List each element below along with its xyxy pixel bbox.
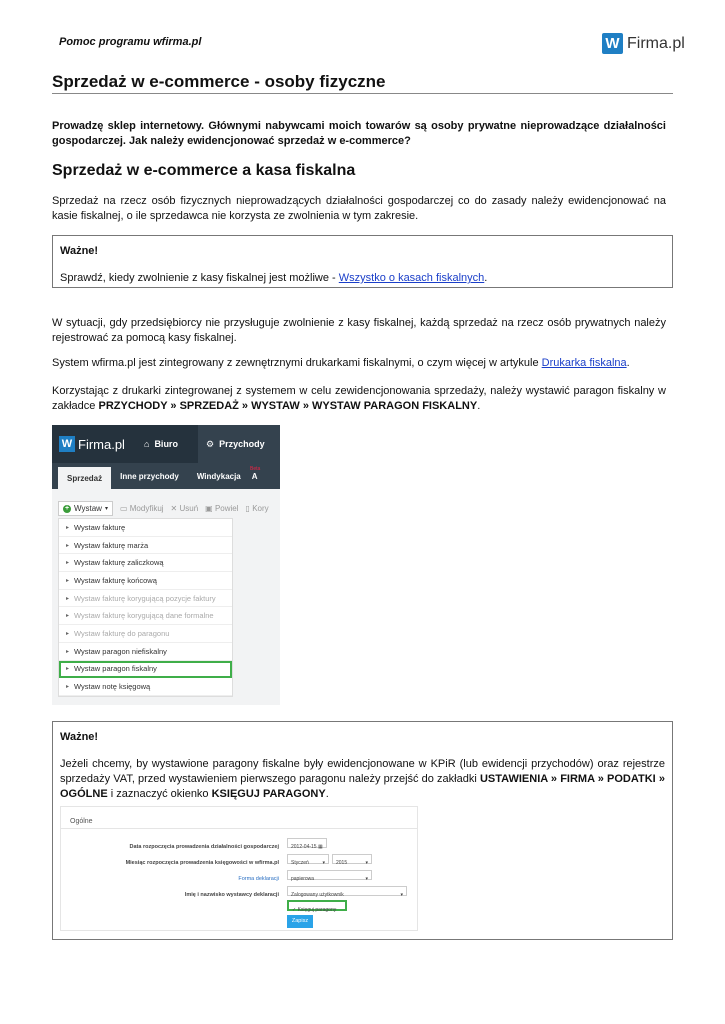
question: Prowadzę sklep internetowy. Głównymi nabywcami moich towarów są osoby prywatne nieprowadzące działalności gospodarczej. Jak należy ewidencjonować sprzedaż w e-commerce? (52, 120, 666, 147)
month-select[interactable] (287, 854, 329, 864)
chevron-right-icon: ▸ (66, 613, 70, 620)
menu-item[interactable] (59, 643, 232, 661)
paragraph-1: Sprzedaż na rzecz osób fizycznych nieprowadzących działalności gospodarczej co do zasady należy ewidencjonować na kasie fiskalnej, o ile sprzedawca nie korzysta ze zwolnienia w tym zakresie. (52, 195, 666, 222)
year-value: 2015 (336, 860, 348, 866)
row-save (61, 915, 418, 927)
chevron-right-icon: ▸ (66, 542, 70, 549)
menu-item-label: Wystaw fakturę korygującą pozycje faktury (74, 593, 216, 603)
box2-text-end: . (325, 788, 329, 800)
chevron-down-icon: ▾ (365, 876, 368, 882)
box2-text-mid: i zaznaczyć okienko (107, 788, 212, 800)
screenshot-wystaw-menu (52, 425, 280, 705)
box-title: Ważne! (60, 245, 99, 257)
menu-item-label: Wystaw fakturę marża (74, 540, 149, 550)
menu-path: PRZYCHODY » SPRZEDAŻ » WYSTAW » WYSTAW PARAGON FISKALNY (98, 400, 478, 412)
wystaw-label: Wystaw (74, 504, 102, 513)
nav-przychody-label: Przychody (219, 439, 265, 449)
checkmark-icon: ✓ (292, 907, 297, 913)
chevron-right-icon: ▸ (66, 577, 70, 584)
chevron-down-icon: ▾ (322, 860, 325, 866)
menu-item-label: Wystaw fakturę końcową (74, 575, 157, 585)
important-box-1 (52, 235, 673, 288)
wfirma-logo (602, 33, 685, 54)
year-select[interactable] (332, 854, 372, 864)
chevron-right-icon: ▸ (66, 648, 70, 655)
close-icon: ✕ (170, 504, 178, 513)
menu-item (59, 625, 232, 643)
toolbar (58, 501, 269, 516)
menu-item[interactable] (59, 554, 232, 572)
chevron-down-icon: ▾ (400, 892, 403, 898)
row-miesiac (61, 853, 418, 865)
forma-select[interactable] (287, 870, 372, 880)
box-title: Ważne! (60, 731, 99, 743)
logo-text: Firma.pl (627, 34, 685, 52)
menu-item[interactable] (59, 572, 232, 590)
chevron-right-icon: ▸ (66, 524, 70, 531)
paragraph-3-end: . (626, 357, 630, 369)
copy-icon: ▣ (205, 504, 213, 513)
row-ksieguj (61, 900, 418, 912)
date-input[interactable] (287, 838, 327, 848)
page-title: Sprzedaż w e-commerce - osoby fizyczne (52, 72, 386, 91)
menu-item[interactable] (59, 519, 232, 537)
row-label: Miesiąc rozpoczęcia prowadzenia księgowości w wfirma.pl (125, 860, 279, 866)
tab-sprzedaz[interactable]: Sprzedaż (58, 467, 111, 489)
screenshot-ogolne-settings (60, 806, 418, 931)
modyfikuj-button[interactable] (120, 504, 164, 513)
box-text-body: Sprawdź, kiedy zwolnienie z kasy fiskalnej jest możliwe - (60, 272, 339, 284)
gear-icon: ⚙ (206, 438, 215, 449)
menu-item-label: Wystaw fakturę do paragonu (74, 628, 170, 638)
koryguj-label: Kory (252, 504, 269, 513)
logo-mark: W (602, 33, 623, 54)
modyfikuj-label: Modyfikuj (129, 504, 164, 513)
menu-item-label: Wystaw fakturę (74, 522, 126, 532)
box-text (60, 271, 665, 286)
home-icon: ⌂ (144, 439, 150, 449)
paragraph-3-text: System wfirma.pl jest zintegrowany z zewnętrznymi drukarkami fiskalnymi, o czym więcej w artykule (52, 357, 542, 369)
powiel-button[interactable] (205, 504, 238, 513)
box2-text-body: Jeżeli chcemy, by wystawione paragony fiskalne były ewidencjonowane w KPiR (lub ewidencji przychodów) oraz rejestrze sprzedaży VAT, przed wystawieniem pierwszego paragonu należy przejść do zakładki (60, 758, 665, 785)
ksieguj-paragony-label: KSIĘGUJ PARAGONY (211, 788, 326, 800)
app-logo-mark: W (59, 436, 75, 452)
forma-value: papierowa (291, 876, 315, 882)
chevron-down-icon: ▾ (365, 860, 368, 866)
chevron-right-icon: ▸ (66, 595, 70, 602)
plus-icon: + (64, 504, 70, 512)
menu-item-label: Wystaw notę księgową (74, 682, 151, 692)
app-logo (59, 436, 125, 452)
paragraph-2: W sytuacji, gdy przedsiębiorcy nie przysługuje zwolnienie z kasy fiskalnej, każdą sprzedaż na rzecz osób prywatnych należy rejestrować za pomocą kasy fiskalnej. (52, 317, 666, 344)
row-label: Data rozpoczęcia prowadzenia działalności gospodarczej (129, 844, 279, 850)
checkbox-label: Księguj paragony (297, 907, 337, 913)
powiel-label: Powiel (214, 504, 239, 513)
row-forma-deklaracji (61, 869, 418, 881)
nav-przychody[interactable] (198, 425, 280, 463)
usun-button[interactable] (171, 504, 199, 513)
tab-windykacja[interactable]: Windykacja (196, 471, 241, 481)
settings-path: USTAWIENIA » FIRMA » PODATKI » OGÓLNE (60, 773, 665, 800)
save-button[interactable]: Zapisz (287, 915, 313, 928)
chevron-right-icon: ▸ (66, 684, 70, 691)
paragraph-4-end: . (477, 400, 481, 412)
menu-item[interactable] (59, 678, 232, 696)
paragraph-4-text: Korzystając z drukarki zintegrowanej z systemem w celu zewidencjonowania sprzedaży, należy wystawić paragon fiskalny w zakładce (52, 385, 666, 412)
calendar-icon: ▦ (317, 844, 323, 850)
row-data-rozpoczecia (61, 837, 418, 849)
document-icon: ▯ (245, 504, 250, 513)
wystaw-button[interactable] (58, 501, 113, 516)
tab-inne-przychody[interactable]: Inne przychody (120, 471, 179, 481)
menu-item (59, 590, 232, 608)
ksieguj-paragony-checkbox[interactable] (287, 900, 347, 911)
menu-item-label: Wystaw paragon fiskalny (74, 664, 157, 674)
month-value: Styczeń (291, 860, 309, 866)
menu-item-label: Wystaw fakturę zaliczkową (74, 558, 164, 568)
box-text (60, 757, 665, 802)
menu-item[interactable] (59, 537, 232, 555)
paragraph-3 (52, 356, 666, 371)
koryguj-button[interactable] (246, 504, 269, 513)
beta-badge: Beta (250, 466, 261, 472)
header-note: Pomoc programu wfirma.pl (59, 36, 202, 48)
row-label: Forma deklaracji (238, 876, 279, 882)
app-topbar (52, 425, 280, 463)
title-divider (52, 93, 673, 94)
tab-more[interactable]: A (251, 471, 258, 481)
wystaw-dropdown (58, 518, 233, 697)
menu-item (59, 607, 232, 625)
chevron-right-icon: ▸ (66, 666, 70, 673)
wystawca-select[interactable] (287, 886, 407, 896)
edit-icon: ▭ (119, 504, 128, 513)
row-wystawca (61, 885, 418, 897)
important-box-2 (52, 721, 673, 940)
menu-item-label: Wystaw fakturę korygującą dane formalne (74, 611, 214, 621)
menu-item-label: Wystaw paragon niefiskalny (74, 646, 167, 656)
date-value: 2012-04-15 (291, 844, 317, 850)
settings-heading: Ogólne (61, 807, 417, 829)
drukarka-fiskalna-link[interactable]: Drukarka fiskalna (541, 357, 627, 369)
paragraph-4 (52, 384, 666, 414)
app-logo-text: Firma.pl (78, 436, 125, 452)
chevron-right-icon: ▸ (66, 560, 70, 567)
row-label: Imię i nazwisko wystawcy deklaracji (184, 892, 279, 898)
menu-item[interactable] (59, 661, 232, 679)
box-text-end: . (484, 272, 488, 284)
nav-biuro-label: Biuro (154, 439, 178, 449)
section-title: Sprzedaż w e-commerce a kasa fiskalna (52, 162, 356, 179)
chevron-down-icon: ▾ (104, 506, 108, 512)
kasy-fiskalne-link[interactable]: Wszystko o kasach fiskalnych (338, 272, 485, 284)
usun-label: Usuń (179, 504, 199, 513)
wystawca-value: Zalogowany użytkownik (291, 892, 344, 898)
chevron-right-icon: ▸ (66, 630, 70, 637)
subnav-tabs (52, 463, 280, 489)
nav-biuro[interactable] (144, 425, 178, 463)
